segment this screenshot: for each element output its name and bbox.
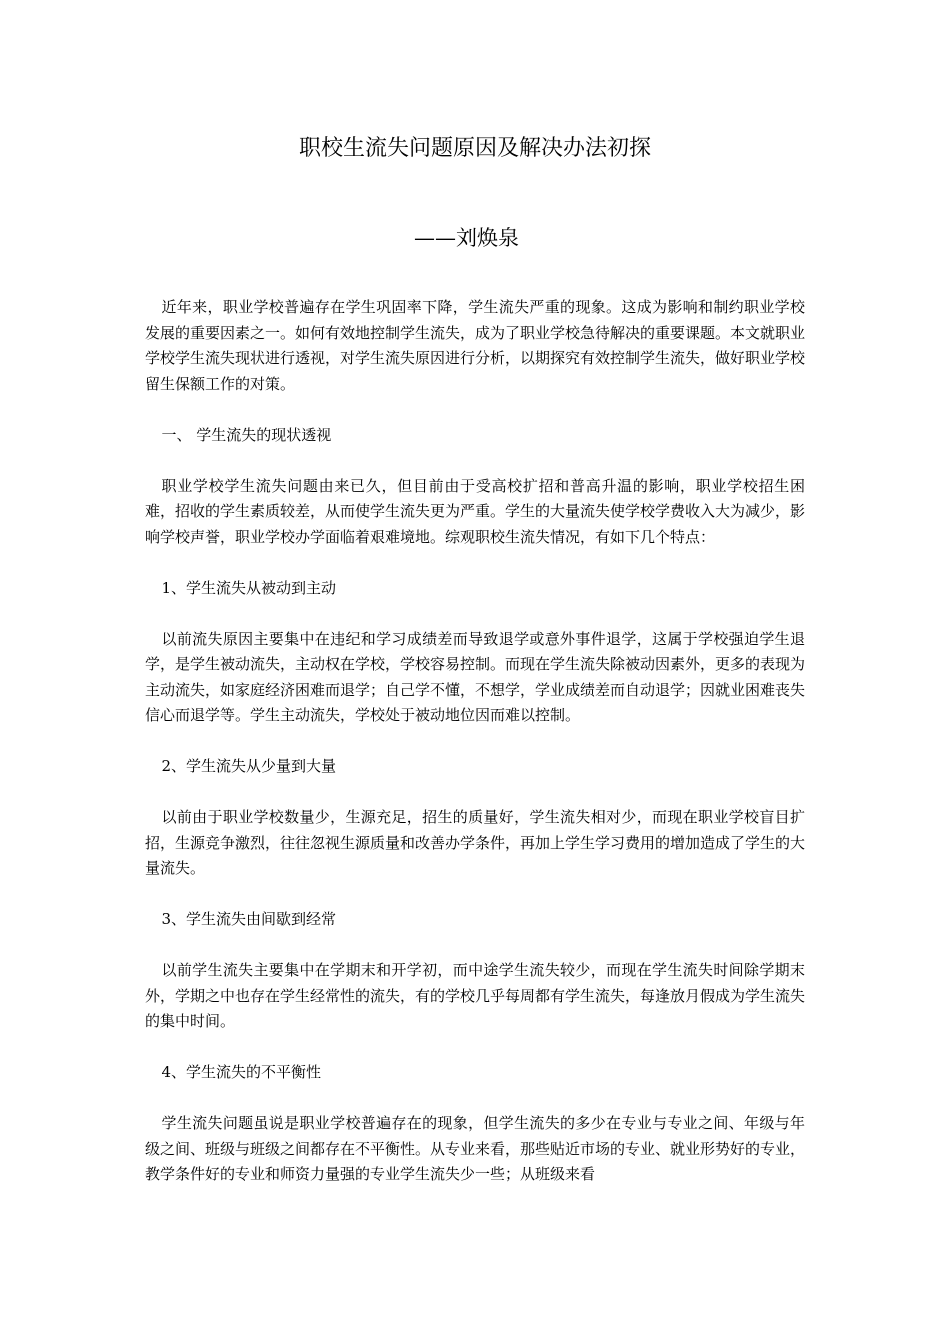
intro-paragraph: 近年来，职业学校普遍存在学生巩固率下降，学生流失严重的现象。这成为影响和制约职业学校发展的重要因素之一。如何有效地控制学生流失，成为了职业学校急待解决的重要课题。本文就职业学校学生流失现状进行透视，对学生流失原因进行分析，以期探究有效控制学生流失，做好职业学校留生保额工作的对策。 (145, 298, 806, 393)
subsection-paragraph-4: 学生流失问题虽说是职业学校普遍存在的现象，但学生流失的多少在专业与专业之间、年级与年级之间、班级与班级之间都存在不平衡性。从专业来看，那些贴近市场的专业、就业形势好的专业，教学条件好的专业和师资力量强的专业学生流失少一些；从班级来看 (145, 1114, 806, 1183)
subsection-paragraph-1: 以前流失原因主要集中在违纪和学习成绩差而导致退学或意外事件退学，这属于学校强迫学生退学，是学生被动流失，主动权在学校，学校容易控制。而现在学生流失除被动因素外，更多的表现为主动流失，如家庭经济困难而退学；自己学不懂，不想学，学业成绩差而自动退学；因就业困难丧失信心而退学等。学生主动流失，学校处于被动地位因而难以控制。 (145, 629, 806, 724)
subsection-heading-1: 1、学生流失从被动到主动 (161, 578, 337, 597)
section-paragraph: 职业学校学生流失问题由来已久，但目前由于受高校扩招和普高升温的影响，职业学校招生困难，招收的学生素质较差，从而使学生流失更为严重。学生的大量流失使学校学费收入大为减少，影响学校声誉，职业学校办学面临着艰难境地。综观职校生流失情况，有如下几个特点： (145, 476, 806, 546)
document-author: ——刘焕泉 (414, 226, 519, 250)
section-heading: 一、 学生流失的现状透视 (161, 425, 332, 444)
document-body (145, 295, 805, 1188)
document-title: 职校生流失问题原因及解决办法初探 (298, 136, 651, 161)
subsection-heading-3: 3、学生流失由间歇到经常 (161, 910, 337, 928)
subsection-paragraph-3: 以前学生流失主要集中在学期末和开学初，而中途学生流失较少，而现在学生流失时间除学期末外，学期之中也存在学生经常性的流失，有的学校几乎每周都有学生流失，每逢放月假成为学生流失的集中时间。 (145, 961, 806, 1030)
subsection-paragraph-2: 以前由于职业学校数量少，生源充足，招生的质量好，学生流失相对少，而现在职业学校盲目扩招，生源竞争激烈，往往忽视生源质量和改善办学条件，再加上学生学习费用的增加造成了学生的大量流失。 (145, 808, 806, 877)
subsection-heading-4: 4、学生流失的不平衡性 (161, 1063, 322, 1081)
subsection-heading-2: 2、学生流失从少量到大量 (161, 757, 337, 775)
